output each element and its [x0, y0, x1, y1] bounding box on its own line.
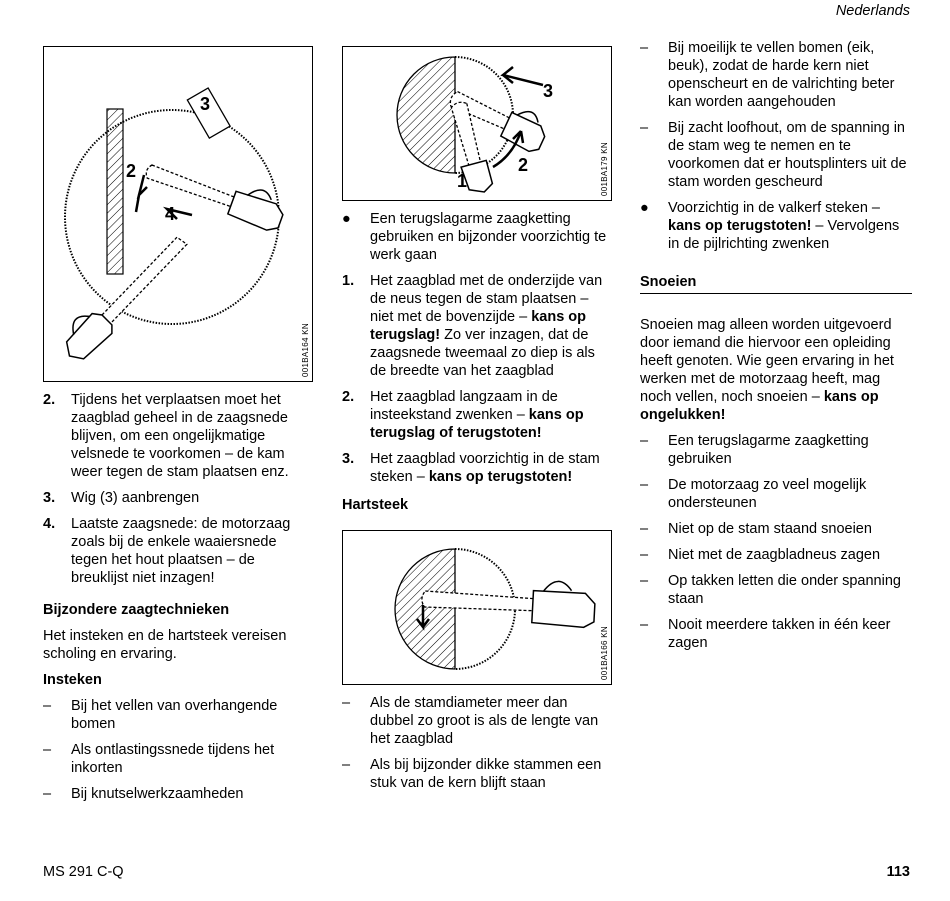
col2-text-bottom: [342, 694, 612, 800]
step-item: [342, 272, 612, 380]
dash-marker: –: [640, 617, 649, 633]
col3-text: [640, 39, 912, 660]
list-item: [43, 741, 313, 777]
figure-2-label-c: 2: [518, 155, 529, 175]
step-item: [342, 388, 612, 442]
dash-marker: –: [640, 120, 649, 136]
step-number: 2.: [342, 389, 355, 405]
figure-plunge-cut-steps: [342, 46, 612, 201]
figure-3-code: 001BA166 KN: [600, 625, 609, 680]
figure-2-label-b: 1: [457, 171, 468, 191]
bullet-text: Een terugslagarme zaagketting gebruiken en bijzonder voorzichtig te werk gaan: [370, 211, 607, 263]
figure-1-label-b: 2: [126, 161, 137, 181]
section-heading-hartsteek: Hartsteek: [342, 497, 409, 513]
list-item-text: Bij het vellen van overhangende bomen: [71, 698, 278, 732]
figure-2-drawing: [343, 47, 611, 200]
list-item: [640, 572, 912, 608]
dash-marker: –: [640, 477, 649, 493]
list-item-text: Bij moeilijk te vellen bomen (eik, beuk), zodat de harde kern niet openscheurt en de valrichting beter kan worden aangehouden: [668, 40, 895, 110]
step-text: Het zaagblad met de onderzijde van de neus tegen de stam plaatsen – niet met de bovenzijde – kans op terugslag! Zo ver inzagen, dat de zaagsnede tweemaal zo diep is als de breedte van het zaagblad: [370, 273, 603, 379]
col1-text: [43, 391, 313, 811]
list-item: [640, 616, 912, 652]
list-item: [342, 694, 612, 748]
step-text: Het zaagblad langzaam in de insteekstand zwenken – kans op terugslag of terugstoten!: [370, 389, 584, 441]
step-text: Laatste zaagsnede: de motorzaag zoals bij de enkele waaiersnede tegen het hout plaatsen – de breuklijst niet inzagen!: [71, 516, 291, 586]
figure-3-drawing: [343, 531, 611, 684]
dash-marker: –: [640, 433, 649, 449]
list-item: [640, 39, 912, 111]
list-item-text: De motorzaag zo veel mogelijk ondersteunen: [668, 477, 867, 511]
list-item: [640, 119, 912, 191]
list-item-text: Niet op de stam staand snoeien: [668, 521, 872, 537]
bullet-item: [640, 199, 912, 253]
dash-marker: –: [640, 547, 649, 563]
list-item: [640, 546, 912, 564]
bullet-item: [342, 210, 612, 264]
step-number: 3.: [342, 451, 355, 467]
section-heading-special-techniques: Bijzondere zaagtechnieken: [43, 602, 230, 618]
step-item: [43, 515, 313, 587]
col2-text-top: [342, 210, 612, 522]
step-number: 2.: [43, 392, 56, 408]
list-item-text: Als bij bijzonder dikke stammen een stuk van de kern blijft staan: [370, 757, 602, 791]
list-item-text: Op takken letten die onder spanning staan: [668, 573, 901, 607]
dash-marker: –: [43, 742, 52, 758]
list-item-text: Bij zacht loofhout, om de spanning in de stam weg te nemen en te voorkomen dat er houtsplinters uit de stam worden gescheurd: [668, 120, 907, 190]
figure-1-label-c: 4: [165, 204, 176, 224]
figure-plunge-cut-wedge: [43, 46, 313, 382]
figure-1-label-a: 3: [200, 94, 211, 114]
step-text: Wig (3) aanbrengen: [71, 490, 200, 506]
page-number: 113: [886, 864, 910, 880]
list-item: [342, 756, 612, 792]
bullet-marker: ●: [342, 211, 351, 227]
dash-marker: –: [342, 757, 351, 773]
list-item-text: Een terugslagarme zaagketting gebruiken: [668, 433, 869, 467]
section-heading-snoeien: Snoeien: [640, 273, 912, 294]
snoeien-paragraph: Snoeien mag alleen worden uitgevoerd door iemand die hiervoor een opleiding heeft genoten. Wie geen ervaring in het werken met de motorzaag heeft, mag noch vellen, noch snoeien – kans op ongelukken!: [640, 317, 894, 423]
dash-marker: –: [640, 521, 649, 537]
step-number: 4.: [43, 516, 56, 532]
step-item: [43, 391, 313, 481]
dash-marker: –: [342, 695, 351, 711]
dash-marker: –: [43, 786, 52, 802]
figure-2-code: 001BA179 KN: [600, 141, 609, 196]
list-item: [640, 432, 912, 468]
list-item: [43, 697, 313, 733]
dash-marker: –: [640, 573, 649, 589]
bullet-text: Voorzichtig in de valkerf steken – kans op terugstoten! – Vervolgens in de pijlrichting zwenken: [668, 200, 900, 252]
list-item-text: Nooit meerdere takken in één keer zagen: [668, 617, 891, 651]
list-item-text: Als de stamdiameter meer dan dubbel zo groot is als de lengte van het zaagblad: [370, 695, 599, 747]
figure-1-code: 001BA164 KN: [301, 322, 310, 377]
step-number: 1.: [342, 273, 355, 289]
footer-model: MS 291 C-Q: [43, 864, 124, 880]
step-text: Tijdens het verplaatsen moet het zaagblad geheel in de zaagsnede blijven, om een ongelijkmatige velsnede te voorkomen – de kam weer tegen de stam plaatsen enz.: [71, 392, 289, 480]
header-language: Nederlands: [835, 3, 910, 19]
figure-1-drawing: [44, 47, 312, 381]
step-item: [342, 450, 612, 486]
dash-marker: –: [640, 40, 649, 56]
list-item-text: Bij knutselwerkzaamheden: [71, 786, 244, 802]
list-item-text: Niet met de zaagbladneus zagen: [668, 547, 881, 563]
step-number: 3.: [43, 490, 56, 506]
bullet-marker: ●: [640, 200, 649, 216]
list-item: [640, 476, 912, 512]
step-text: Het zaagblad voorzichtig in de stam steken – kans op terugstoten!: [370, 451, 600, 485]
list-item-text: Als ontlastingssnede tijdens het inkorten: [71, 742, 275, 776]
figure-2-label-a: 3: [543, 81, 554, 101]
section-heading-insteken: Insteken: [43, 672, 102, 688]
list-item: [43, 785, 313, 803]
figure-heart-cut: [342, 530, 612, 685]
dash-marker: –: [43, 698, 52, 714]
step-item: [43, 489, 313, 507]
list-item: [640, 520, 912, 538]
intro-paragraph: Het insteken en de hartsteek vereisen scholing en ervaring.: [43, 628, 287, 662]
